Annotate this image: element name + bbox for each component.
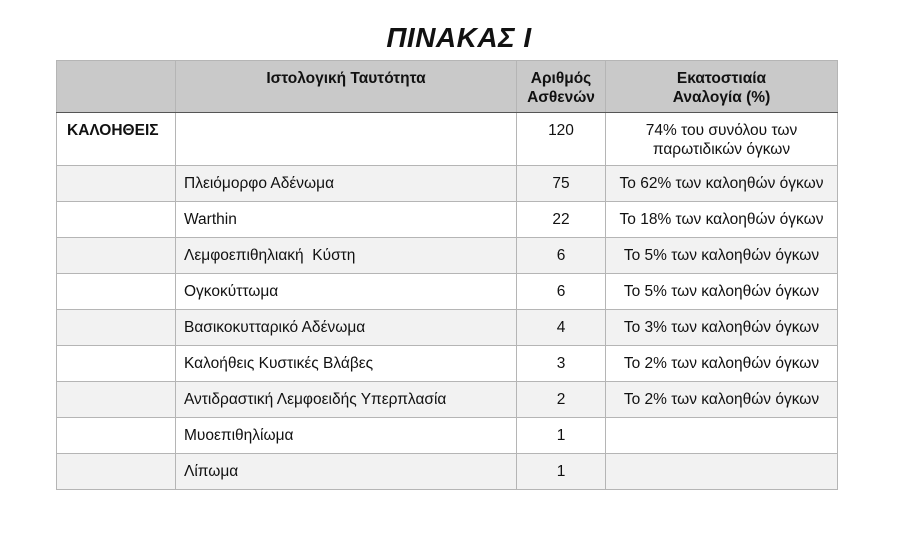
percentage-line2: παρωτιδικών όγκων bbox=[652, 141, 791, 158]
count-cell: 3 bbox=[517, 346, 606, 382]
identity-cell: Λίπωμα bbox=[176, 454, 517, 490]
category-cell bbox=[57, 346, 176, 382]
identity-cell: Πλειόμορφο Αδένωμα bbox=[176, 166, 517, 202]
table-row bbox=[57, 238, 838, 274]
percentage-cell: Το 62% των καλοηθών όγκων bbox=[606, 166, 838, 202]
count-cell: 1 bbox=[517, 418, 606, 454]
identity-cell: Warthin bbox=[176, 202, 517, 238]
identity-cell bbox=[176, 113, 517, 166]
percentage-line1: 74% του συνόλου των bbox=[645, 122, 798, 139]
table-title: ΠΙΝΑΚΑΣ Ι bbox=[386, 22, 532, 53]
table-row bbox=[57, 346, 838, 382]
identity-cell: Βασικοκυτταρικό Αδένωμα bbox=[176, 310, 517, 346]
percentage-cell bbox=[606, 418, 838, 454]
count-cell: 2 bbox=[517, 382, 606, 418]
table-row bbox=[57, 274, 838, 310]
category-cell bbox=[57, 382, 176, 418]
percentage-cell bbox=[606, 454, 838, 490]
category-cell bbox=[57, 166, 176, 202]
table-row bbox=[57, 382, 838, 418]
percentage-cell: Το 5% των καλοηθών όγκων bbox=[606, 238, 838, 274]
percentage-cell bbox=[606, 113, 838, 166]
category-cell bbox=[57, 238, 176, 274]
header-pct-line1: Εκατοστιαία bbox=[676, 70, 767, 87]
identity-cell: Αντιδραστική Λεμφοειδής Υπερπλασία bbox=[176, 382, 517, 418]
identity-cell: Λεμφοεπιθηλιακή Κύστη bbox=[176, 238, 517, 274]
identity-cell: Ογκοκύττωμα bbox=[176, 274, 517, 310]
header-category bbox=[57, 61, 176, 113]
percentage-cell: Το 2% των καλοηθών όγκων bbox=[606, 346, 838, 382]
category-cell bbox=[57, 310, 176, 346]
header-percentage bbox=[606, 61, 838, 113]
header-count bbox=[517, 61, 606, 113]
count-cell: 6 bbox=[517, 274, 606, 310]
count-cell: 22 bbox=[517, 202, 606, 238]
table-row bbox=[57, 310, 838, 346]
table-row bbox=[57, 166, 838, 202]
percentage-cell: Το 3% των καλοηθών όγκων bbox=[606, 310, 838, 346]
count-cell: 1 bbox=[517, 454, 606, 490]
header-row bbox=[57, 61, 838, 113]
histology-table bbox=[56, 60, 838, 490]
table-row bbox=[57, 202, 838, 238]
count-cell: 4 bbox=[517, 310, 606, 346]
percentage-cell: Το 18% των καλοηθών όγκων bbox=[606, 202, 838, 238]
header-count-line1: Αριθμός bbox=[530, 70, 592, 87]
table-row bbox=[57, 418, 838, 454]
category-cell bbox=[57, 202, 176, 238]
percentage-cell: Το 2% των καλοηθών όγκων bbox=[606, 382, 838, 418]
identity-cell: Μυοεπιθηλίωμα bbox=[176, 418, 517, 454]
category-cell bbox=[57, 454, 176, 490]
percentage-cell: Το 5% των καλοηθών όγκων bbox=[606, 274, 838, 310]
count-cell: 75 bbox=[517, 166, 606, 202]
header-identity: Ιστολογική Ταυτότητα bbox=[176, 61, 517, 113]
identity-cell: Καλοήθεις Κυστικές Βλάβες bbox=[176, 346, 517, 382]
category-cell bbox=[57, 418, 176, 454]
table-row bbox=[57, 454, 838, 490]
table-row bbox=[57, 113, 838, 166]
count-cell: 6 bbox=[517, 238, 606, 274]
category-cell bbox=[57, 274, 176, 310]
count-cell: 120 bbox=[517, 113, 606, 166]
header-pct-line2: Αναλογία (%) bbox=[672, 89, 771, 106]
category-cell: ΚΑΛΟΗΘΕΙΣ bbox=[57, 113, 176, 166]
header-count-line2: Ασθενών bbox=[527, 89, 595, 106]
